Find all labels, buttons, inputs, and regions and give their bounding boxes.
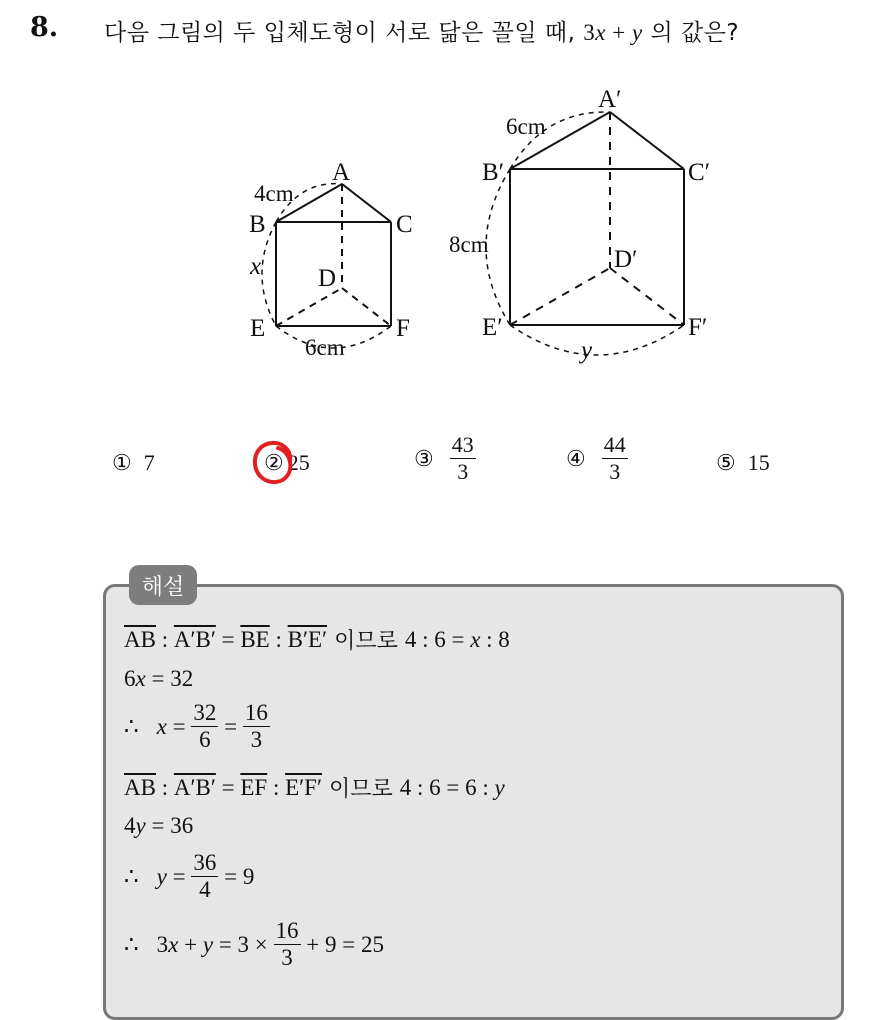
- var-y: y: [494, 774, 505, 800]
- vertex-e-label: E: [250, 315, 266, 342]
- result: = 9: [218, 863, 255, 889]
- therefore-symbol: ∴: [124, 863, 139, 889]
- vertex-c-label: C: [396, 211, 413, 238]
- question-body: 다음 그림의 두 입체도형이 서로 닮은 꼴일 때,: [104, 20, 576, 46]
- var-y: y: [202, 931, 214, 957]
- solution-line-1: [124, 624, 510, 655]
- var-y: y: [135, 813, 146, 838]
- prism-figures: [0, 0, 884, 420]
- korean-connector: 이므로: [321, 777, 400, 802]
- small-edge-ab-label: 4cm: [254, 181, 294, 206]
- vertex-d-label: D: [318, 265, 337, 292]
- choice-4[interactable]: [566, 432, 628, 485]
- fraction-16-3: [274, 918, 301, 971]
- var-x: x: [156, 713, 167, 739]
- proportion-text: 4 : 6 =: [404, 626, 471, 652]
- large-edge-ab-label: 6cm: [506, 114, 546, 139]
- vertex-f-label: F: [396, 315, 410, 342]
- colon: :: [155, 774, 174, 800]
- equals: =: [215, 626, 241, 652]
- choice-3[interactable]: [414, 432, 476, 485]
- choice-3-mark: ③: [414, 445, 434, 471]
- choice-1-value: 7: [143, 450, 155, 475]
- denominator: 4: [199, 877, 211, 902]
- denominator: 6: [199, 727, 211, 752]
- large-prism: [486, 112, 684, 355]
- vertex-f-prime-label: F′: [688, 314, 708, 341]
- solution-tab: 해설: [129, 565, 197, 605]
- choice-4-numerator: 44: [603, 432, 626, 457]
- colon: :: [269, 626, 288, 652]
- equals: =: [166, 713, 192, 739]
- choice-2-value: 25: [287, 450, 310, 475]
- numerator: 36: [193, 850, 217, 875]
- result: + 9 = 25: [300, 931, 384, 957]
- seg-ef: $\overline{EF}$: [240, 774, 268, 800]
- question-number: 8.: [30, 12, 59, 43]
- equals: =: [166, 863, 192, 889]
- expr-plus: +: [605, 20, 632, 45]
- therefore-symbol: ∴: [124, 713, 139, 739]
- expr-y: y: [631, 20, 643, 45]
- seg-ab: $\overline{AB}$: [124, 626, 156, 652]
- small-edge-be-label: x: [250, 253, 262, 280]
- therefore-symbol: ∴: [124, 931, 139, 957]
- choice-2-mark: ②: [264, 450, 284, 475]
- var-x: x: [168, 931, 179, 957]
- proportion-text: 4 : 6 = 6 :: [399, 774, 495, 800]
- equation-rhs: = 32: [145, 666, 194, 691]
- choice-4-denominator: 3: [609, 459, 621, 484]
- vertex-e-prime-label: E′: [482, 314, 503, 341]
- answer-choices: [0, 430, 884, 500]
- equation-mid: = 3 ×: [213, 931, 274, 957]
- korean-connector: 이므로: [327, 629, 405, 654]
- fraction-32-6: [191, 700, 218, 753]
- equals: =: [215, 774, 241, 800]
- fraction-36-4: [191, 850, 218, 903]
- solution-line-2: [124, 666, 193, 692]
- colon: :: [155, 626, 174, 652]
- fraction-16-3: [243, 700, 270, 753]
- choice-4-fraction: [602, 432, 628, 485]
- expr-x: x: [595, 20, 606, 45]
- solution-line-7: [124, 918, 384, 971]
- seg-a-prime-b-prime: A′B′: [173, 626, 216, 652]
- choice-3-denominator: 3: [457, 459, 469, 484]
- vertex-d-prime-label: D′: [614, 246, 638, 273]
- choice-4-mark: ④: [566, 445, 586, 471]
- coef: 6: [124, 666, 136, 691]
- var-x: x: [470, 626, 481, 652]
- choice-1[interactable]: [112, 450, 155, 476]
- choice-5-value: 15: [747, 450, 770, 475]
- seg-a-prime-b-prime: A′B′: [173, 774, 216, 800]
- denominator: 3: [281, 945, 293, 970]
- numerator: 16: [275, 918, 299, 943]
- large-edge-be-label: 8cm: [449, 232, 489, 257]
- proportion-tail: : 8: [480, 626, 510, 652]
- colon: :: [267, 774, 286, 800]
- solution-line-3: [124, 700, 270, 753]
- selected-answer-circle: [250, 438, 298, 488]
- seg-e-prime-f-prime: E′F′: [285, 774, 322, 800]
- choice-5[interactable]: [716, 450, 770, 476]
- solution-line-4: [124, 772, 505, 803]
- solution-line-6: [124, 850, 254, 903]
- denominator: 3: [250, 727, 263, 752]
- coef: 3: [156, 931, 169, 957]
- vertex-a-prime-label: A′: [598, 86, 622, 113]
- seg-be: $\overline{BE}$: [240, 626, 270, 652]
- vertex-c-prime-label: C′: [688, 159, 711, 186]
- var-x: x: [135, 666, 146, 691]
- choice-1-mark: ①: [112, 450, 132, 475]
- question-tail: 의 값은?: [642, 20, 740, 46]
- equation-rhs: = 36: [145, 813, 194, 838]
- vertex-b-label: B: [249, 211, 266, 238]
- vertex-b-prime-label: B′: [482, 159, 505, 186]
- choice-5-mark: ⑤: [716, 450, 736, 475]
- equals: =: [218, 713, 243, 739]
- seg-ab: $\overline{AB}$: [124, 774, 156, 800]
- numerator: 16: [244, 700, 268, 725]
- large-edge-ef-label: y: [581, 337, 593, 364]
- vertex-a-label: A: [332, 159, 351, 186]
- expr-coef: 3: [583, 20, 596, 45]
- choice-3-numerator: 43: [451, 432, 474, 457]
- numerator: 32: [193, 700, 217, 725]
- coef: 4: [124, 813, 136, 838]
- small-edge-ef-label: 6cm: [305, 335, 345, 360]
- plus: +: [178, 931, 203, 957]
- seg-b-prime-e-prime: B′E′: [287, 626, 328, 652]
- solution-line-5: [124, 813, 193, 839]
- choice-3-fraction: [450, 432, 476, 485]
- var-y: y: [156, 863, 167, 889]
